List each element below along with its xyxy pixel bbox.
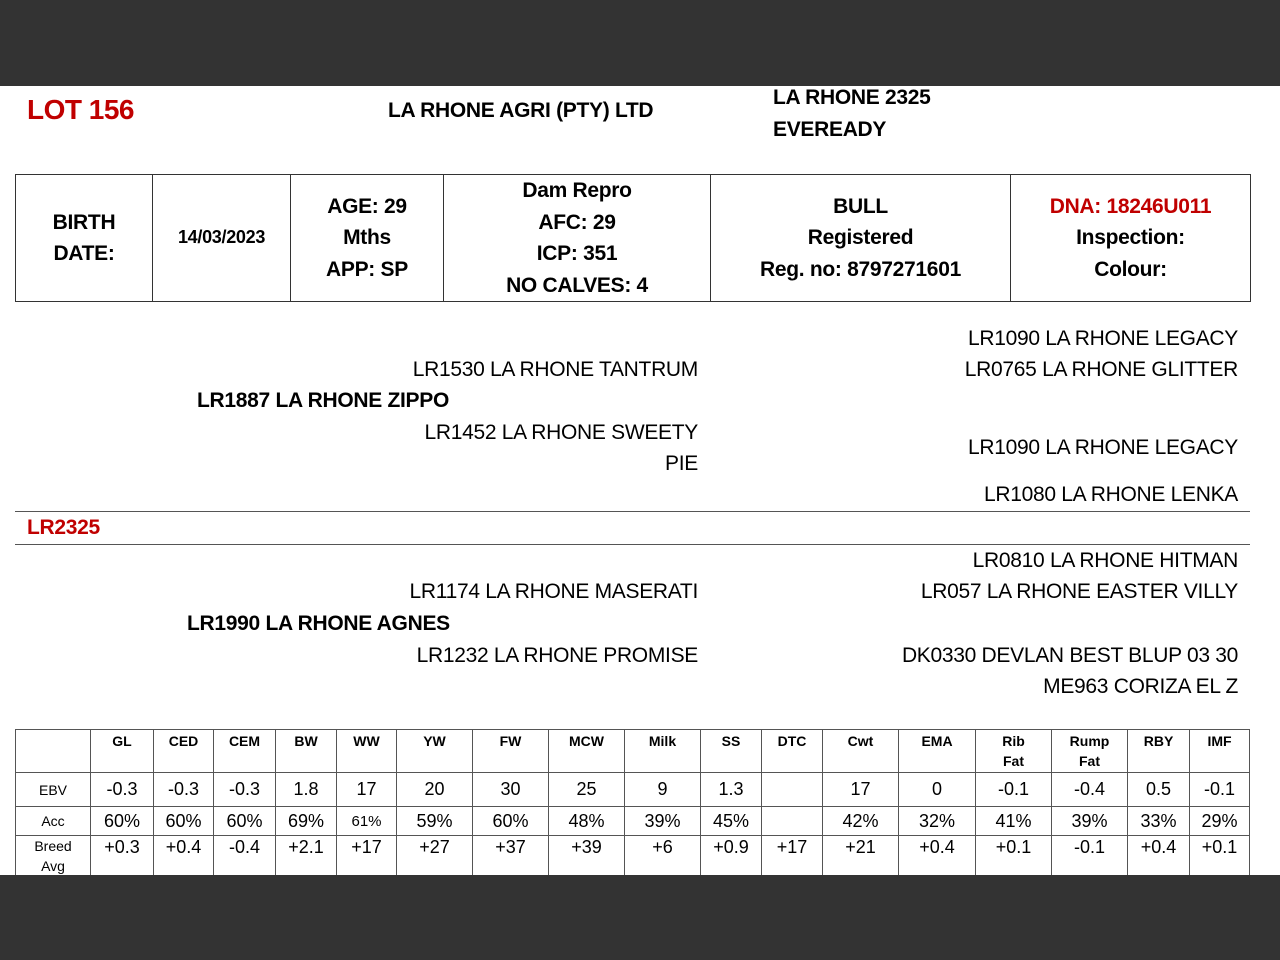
ebv-cell (762, 773, 823, 807)
ebv-row-ebv (16, 773, 1250, 807)
ebv-header: CEM (214, 730, 276, 773)
registration-number: Reg. no: 8797271601 (760, 257, 961, 281)
no-calves: NO CALVES: 4 (506, 273, 648, 297)
lot-number: LOT 156 (27, 94, 134, 125)
ebv-cell: +0.1 (1190, 836, 1250, 876)
ebv-header: FW (473, 730, 549, 773)
birth-label-line-2: DATE: (53, 242, 115, 265)
ebv-header: GL (91, 730, 154, 773)
ebv-cell (762, 807, 823, 836)
ebv-header: Rib Fat (976, 730, 1052, 773)
ebv-cell: +0.1 (976, 836, 1052, 876)
ebv-cell: 69% (276, 807, 337, 836)
pedigree-sd-dam: LR1080 LA RHONE LENKA (984, 483, 1238, 506)
birth-date-value: 14/03/2023 (153, 175, 291, 302)
ebv-row-label: EBV (16, 773, 91, 807)
birth-date-label (16, 175, 153, 302)
ebv-cell: -0.3 (214, 773, 276, 807)
dam-repro-label: Dam Repro (522, 179, 632, 202)
ebv-cell: 42% (823, 807, 899, 836)
ebv-cell: 33% (1128, 807, 1190, 836)
inspection: Inspection: (1076, 226, 1185, 250)
info-table (15, 174, 1251, 302)
ebv-cell: 30 (473, 773, 549, 807)
ebv-cell: +17 (337, 836, 397, 876)
ebv-cell: 45% (701, 807, 762, 836)
ebv-cell: 1.8 (276, 773, 337, 807)
animal-name-line-1: LA RHONE 2325 (773, 86, 931, 109)
ebv-table (15, 729, 1250, 875)
ebv-header: Cwt (823, 730, 899, 773)
ebv-cell: +39 (549, 836, 625, 876)
ebv-cell: 60% (214, 807, 276, 836)
dam-repro-cell (444, 175, 711, 302)
ebv-cell: +0.9 (701, 836, 762, 876)
pedigree-dd-dam: ME963 CORIZA EL Z (1043, 675, 1238, 698)
ebv-cell: +2.1 (276, 836, 337, 876)
ebv-cell: -0.3 (154, 773, 214, 807)
ebv-header: IMF (1190, 730, 1250, 773)
ebv-cell: 25 (549, 773, 625, 807)
ebv-cell: 48% (549, 807, 625, 836)
dna-cell (1011, 175, 1251, 302)
ebv-cell: +0.4 (899, 836, 976, 876)
ebv-corner (16, 730, 91, 773)
ebv-cell: 20 (397, 773, 473, 807)
icp: ICP: 351 (536, 242, 618, 265)
sex: BULL (833, 194, 888, 218)
pedigree-dd-sire: DK0330 DEVLAN BEST BLUP 03 30 (901, 644, 1238, 667)
ebv-cell: +37 (473, 836, 549, 876)
ebv-cell: +21 (823, 836, 899, 876)
ebv-header: RBY (1128, 730, 1190, 773)
ebv-cell: 0 (899, 773, 976, 807)
registration-cell (711, 175, 1011, 302)
ebv-header: YW (397, 730, 473, 773)
colour: Colour: (1094, 257, 1167, 281)
ebv-row-label: Acc (16, 807, 91, 836)
ebv-row-breed-avg (16, 836, 1250, 876)
ebv-cell: -0.4 (214, 836, 276, 876)
ebv-cell: 9 (625, 773, 701, 807)
ebv-cell: 32% (899, 807, 976, 836)
birth-label-line-1: BIRTH (52, 210, 116, 234)
app: APP: SP (326, 257, 408, 281)
ebv-header: MCW (549, 730, 625, 773)
pedigree-sire-sire: LR1530 LA RHONE TANTRUM (412, 358, 698, 381)
ebv-cell: -0.3 (91, 773, 154, 807)
ebv-row-label: Breed Avg (16, 836, 91, 876)
ebv-cell: 60% (91, 807, 154, 836)
ebv-cell: +0.4 (154, 836, 214, 876)
age-cell (291, 175, 444, 302)
ebv-cell: 59% (397, 807, 473, 836)
pedigree-dam: LR1990 LA RHONE AGNES (187, 612, 450, 635)
ebv-cell: 60% (473, 807, 549, 836)
pedigree-sire: LR1887 LA RHONE ZIPPO (197, 389, 449, 412)
ebv-cell: 60% (154, 807, 214, 836)
pedigree-ds-dam: LR057 LA RHONE EASTER VILLY (920, 580, 1238, 603)
pedigree-sire-dam-line-1: LR1452 LA RHONE SWEETY (424, 421, 698, 444)
ebv-cell: 0.5 (1128, 773, 1190, 807)
lot-sheet (0, 86, 1280, 875)
ebv-cell: +0.4 (1128, 836, 1190, 876)
breeder-name: LA RHONE AGRI (PTY) LTD (388, 99, 654, 122)
afc: AFC: 29 (538, 210, 616, 234)
divider-top (15, 511, 1250, 512)
pedigree-dam-dam: LR1232 LA RHONE PROMISE (416, 644, 698, 667)
ebv-header-row (16, 730, 1250, 773)
ebv-cell: 61% (337, 807, 397, 836)
ebv-header: DTC (762, 730, 823, 773)
ebv-cell: 1.3 (701, 773, 762, 807)
pedigree-sire-dam-line-2: PIE (665, 452, 698, 475)
pedigree-ss-sire: LR1090 LA RHONE LEGACY (967, 327, 1238, 350)
ebv-header: WW (337, 730, 397, 773)
ebv-cell: -0.1 (1052, 836, 1128, 876)
animal-name (773, 86, 931, 146)
ebv-header: Rump Fat (1052, 730, 1128, 773)
age: AGE: 29 (327, 194, 407, 218)
ebv-cell: 17 (823, 773, 899, 807)
animal-id: LR2325 (27, 516, 100, 539)
ebv-cell: +6 (625, 836, 701, 876)
pedigree-ds-sire: LR0810 LA RHONE HITMAN (972, 549, 1238, 572)
ebv-cell: +17 (762, 836, 823, 876)
ebv-cell: 41% (976, 807, 1052, 836)
ebv-row-acc (16, 807, 1250, 836)
pedigree-sd-sire: LR1090 LA RHONE LEGACY (967, 436, 1238, 459)
ebv-cell: +27 (397, 836, 473, 876)
ebv-cell: -0.1 (1190, 773, 1250, 807)
animal-name-line-2: EVEREADY (773, 118, 887, 141)
registration-status: Registered (807, 226, 914, 250)
ebv-header: Milk (625, 730, 701, 773)
ebv-header: CED (154, 730, 214, 773)
ebv-header: SS (701, 730, 762, 773)
ebv-cell: +0.3 (91, 836, 154, 876)
ebv-cell: 17 (337, 773, 397, 807)
ebv-header: EMA (899, 730, 976, 773)
ebv-header: BW (276, 730, 337, 773)
pedigree-dam-sire: LR1174 LA RHONE MASERATI (409, 580, 698, 603)
age-unit: Mths (343, 226, 391, 250)
ebv-cell: 29% (1190, 807, 1250, 836)
pedigree-ss-dam: LR0765 LA RHONE GLITTER (964, 358, 1238, 381)
ebv-cell: -0.1 (976, 773, 1052, 807)
ebv-cell: 39% (625, 807, 701, 836)
ebv-cell: -0.4 (1052, 773, 1128, 807)
dna-number: DNA: 18246U011 (1049, 194, 1212, 218)
ebv-cell: 39% (1052, 807, 1128, 836)
pedigree-sire-dam (424, 417, 698, 479)
